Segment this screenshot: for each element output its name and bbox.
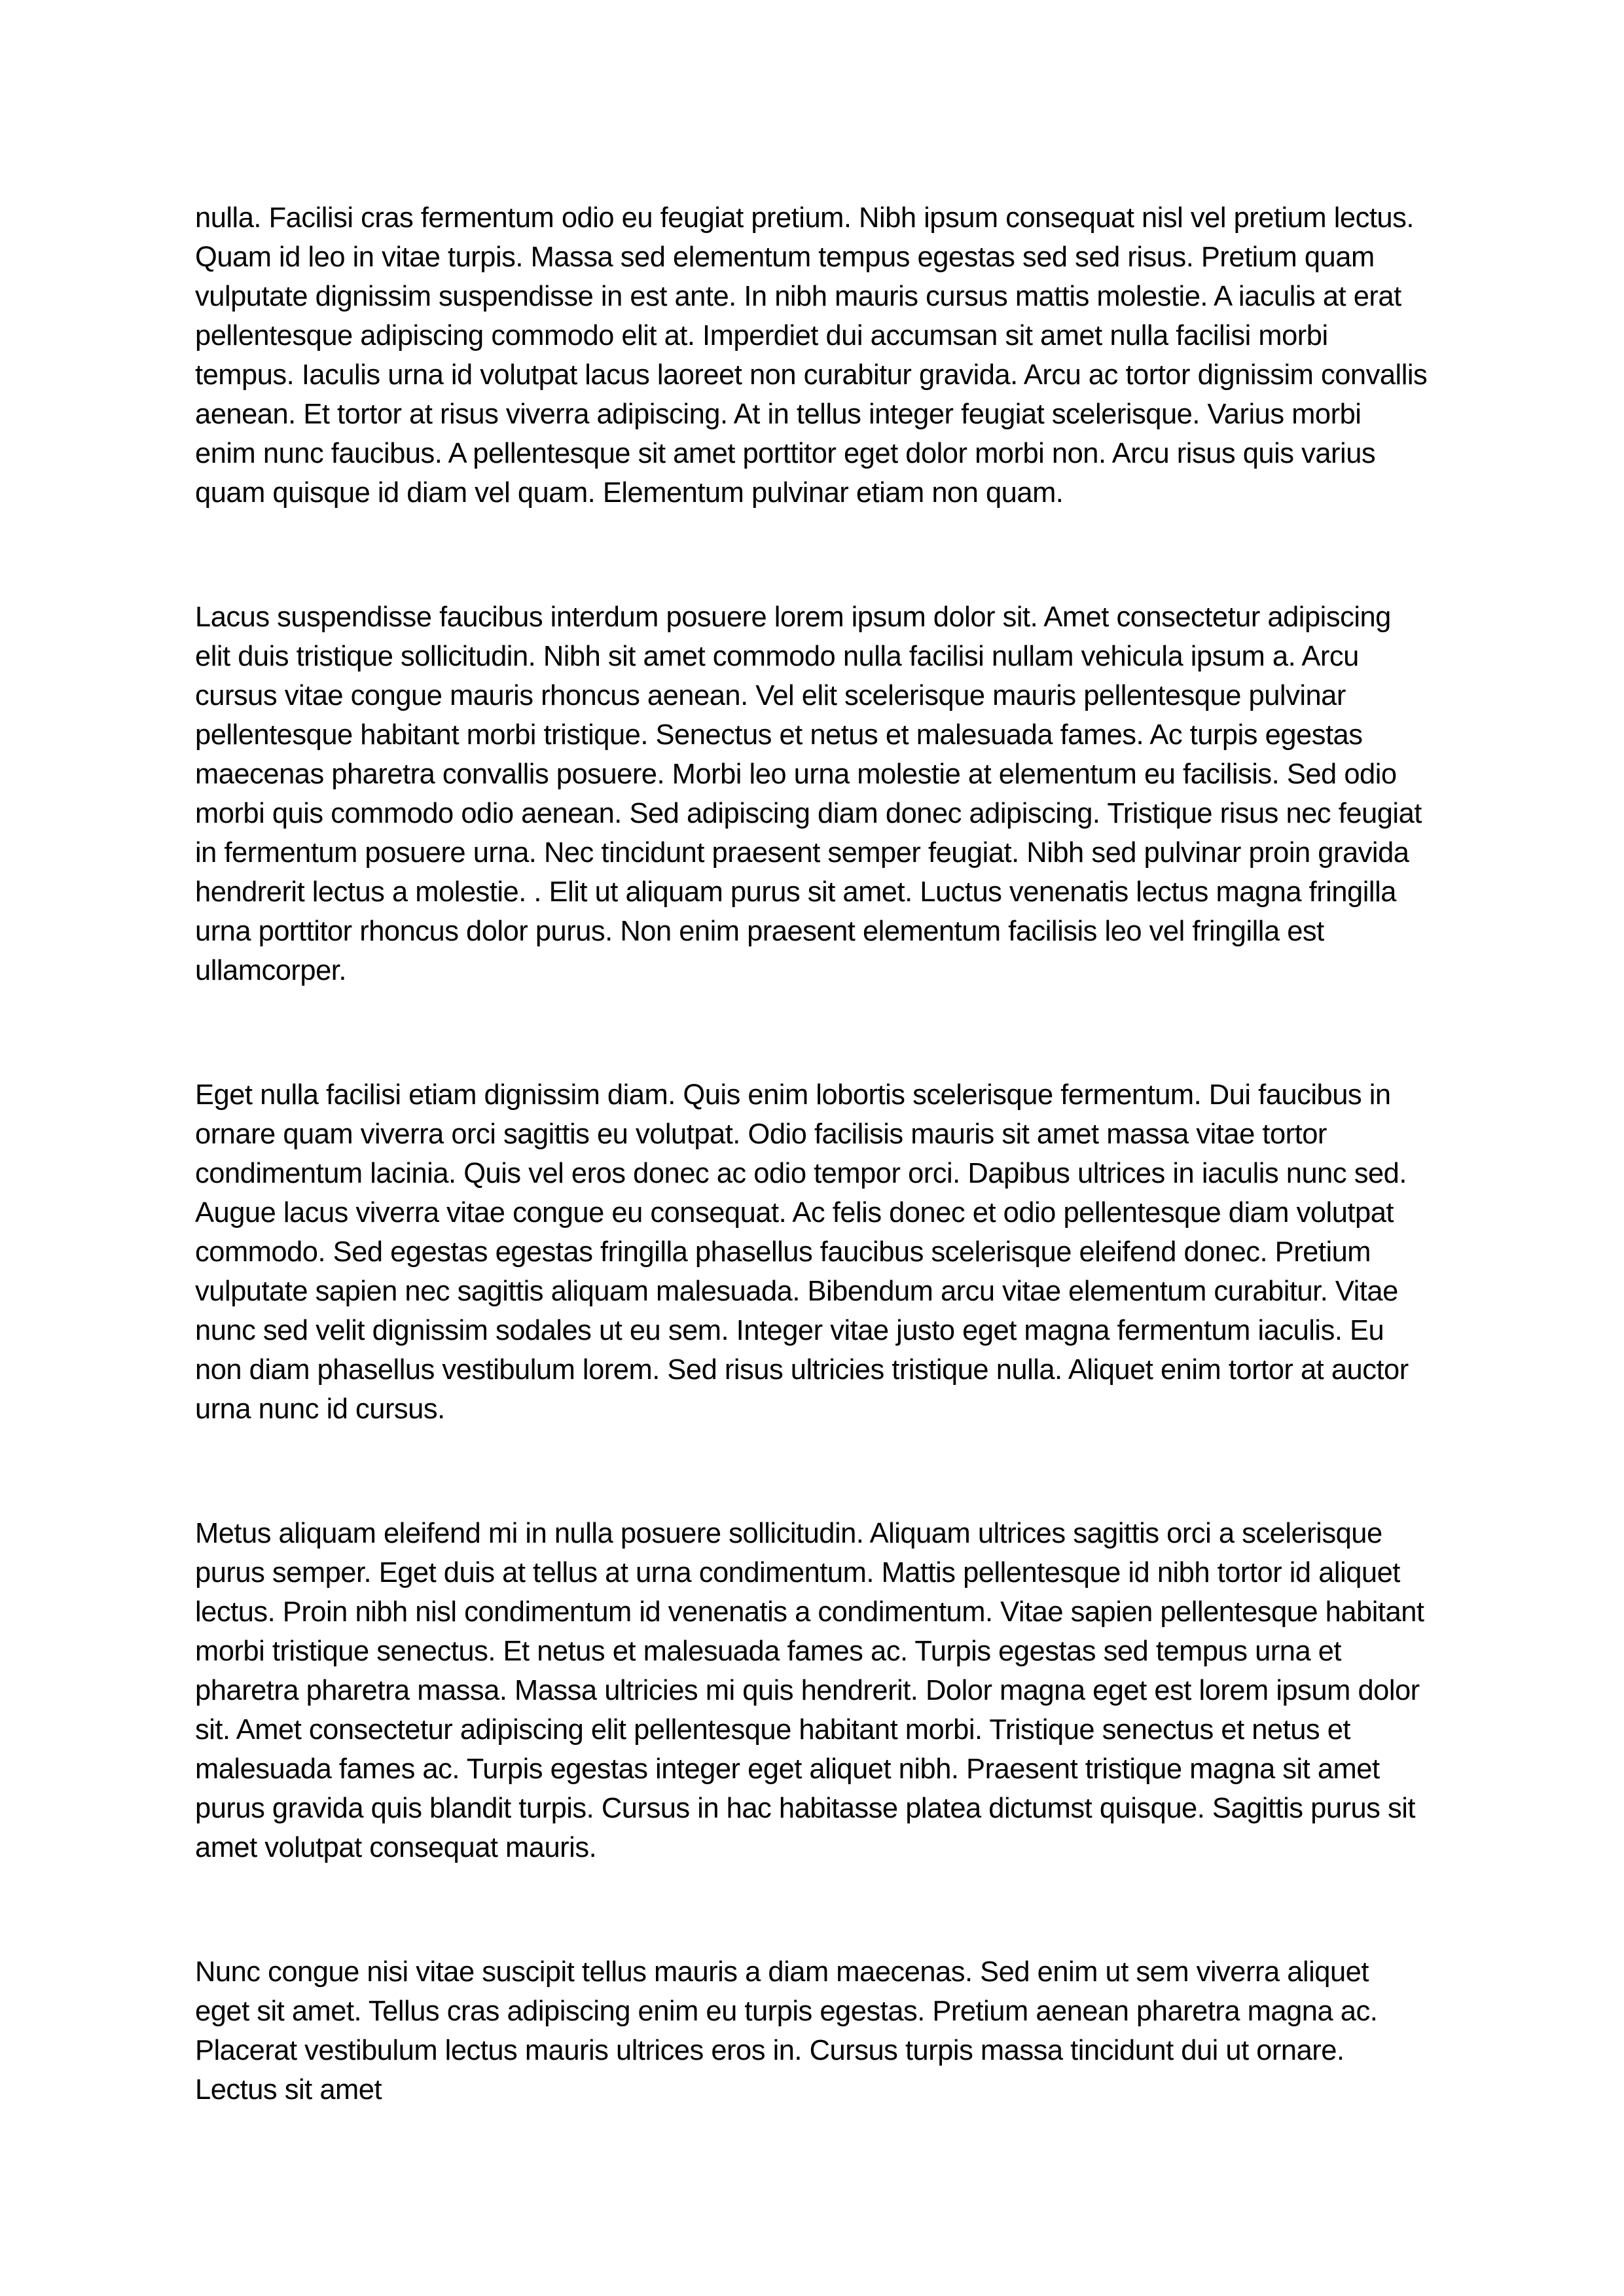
text-content	[195, 198, 1428, 2109]
paragraph-2: Lacus suspendisse faucibus interdum posuere lorem ipsum dolor sit. Amet consectetur adipiscing elit duis tristique sollicitudin. Nibh sit amet commodo nulla facilisi nullam vehicula ipsum a. Arcu cursus vitae congue mauris rhoncus aenean. Vel elit scelerisque mauris pellentesque pulvinar pellentesque habitant morbi tristique. Senectus et netus et malesuada fames. Ac turpis egestas maecenas pharetra convallis posuere. Morbi leo urna molestie at elementum eu facilisis. Sed odio morbi quis commodo odio aenean. Sed adipiscing diam donec adipiscing. Tristique risus nec feugiat in fermentum posuere urna. Nec tincidunt praesent semper feugiat. Nibh sed pulvinar proin gravida hendrerit lectus a molestie. . Elit ut aliquam purus sit amet. Luctus venenatis lectus magna fringilla urna porttitor rhoncus dolor purus. Non enim praesent elementum facilisis leo vel fringilla est ullamcorper.	[195, 601, 1422, 986]
paragraph-3: Eget nulla facilisi etiam dignissim diam. Quis enim lobortis scelerisque fermentum. Dui faucibus in ornare quam viverra orci sagittis eu volutpat. Odio facilisis mauris sit amet massa vitae tortor condimentum lacinia. Quis vel eros donec ac odio tempor orci. Dapibus ultrices in iaculis nunc sed. Augue lacus viverra vitae congue eu consequat. Ac felis donec et odio pellentesque diam volutpat commodo. Sed egestas egestas fringilla phasellus faucibus scelerisque eleifend donec. Pretium vulputate sapien nec sagittis aliquam malesuada. Bibendum arcu vitae elementum curabitur. Vitae nunc sed velit dignissim sodales ut eu sem. Integer vitae justo eget magna fermentum iaculis. Eu non diam phasellus vestibulum lorem. Sed risus ultricies tristique nulla. Aliquet enim tortor at auctor urna nunc id cursus.	[195, 1079, 1409, 1425]
paragraph-1: nulla. Facilisi cras fermentum odio eu feugiat pretium. Nibh ipsum consequat nisl vel pretium lectus. Quam id leo in vitae turpis. Massa sed elementum tempus egestas sed sed risus. Pretium quam vulputate dignissim suspendisse in est ante. In nibh mauris cursus mattis molestie. A iaculis at erat pellentesque adipiscing commodo elit at. Imperdiet dui accumsan sit amet nulla facilisi morbi tempus. Iaculis urna id volutpat lacus laoreet non curabitur gravida. Arcu ac tortor dignissim convallis aenean. Et tortor at risus viverra adipiscing. At in tellus integer feugiat scelerisque. Varius morbi enim nunc faucibus. A pellentesque sit amet porttitor eget dolor morbi non. Arcu risus quis varius quam quisque id diam vel quam. Elementum pulvinar etiam non quam.	[195, 202, 1428, 509]
paragraph-4: Metus aliquam eleifend mi in nulla posuere sollicitudin. Aliquam ultrices sagittis orci a scelerisque purus semper. Eget duis at tellus at urna condimentum. Mattis pellentesque id nibh tortor id aliquet lectus. Proin nibh nisl condimentum id venenatis a condimentum. Vitae sapien pellentesque habitant morbi tristique senectus. Et netus et malesuada fames ac. Turpis egestas sed tempus urna et pharetra pharetra massa. Massa ultricies mi quis hendrerit. Dolor magna eget est lorem ipsum dolor sit. Amet consectetur adipiscing elit pellentesque habitant morbi. Tristique senectus et netus et malesuada fames ac. Turpis egestas integer eget aliquet nibh. Praesent tristique magna sit amet purus gravida quis blandit turpis. Cursus in hac habitasse platea dictumst quisque. Sagittis purus sit amet volutpat consequat mauris.	[195, 1518, 1424, 1863]
paragraph-5: Nunc congue nisi vitae suscipit tellus mauris a diam maecenas. Sed enim ut sem viverra aliquet eget sit amet. Tellus cras adipiscing enim eu turpis egestas. Pretium aenean pharetra magna ac. Placerat vestibulum lectus mauris ultrices eros in. Cursus turpis massa tincidunt dui ut ornare. Lectus sit amet	[195, 1956, 1378, 2106]
